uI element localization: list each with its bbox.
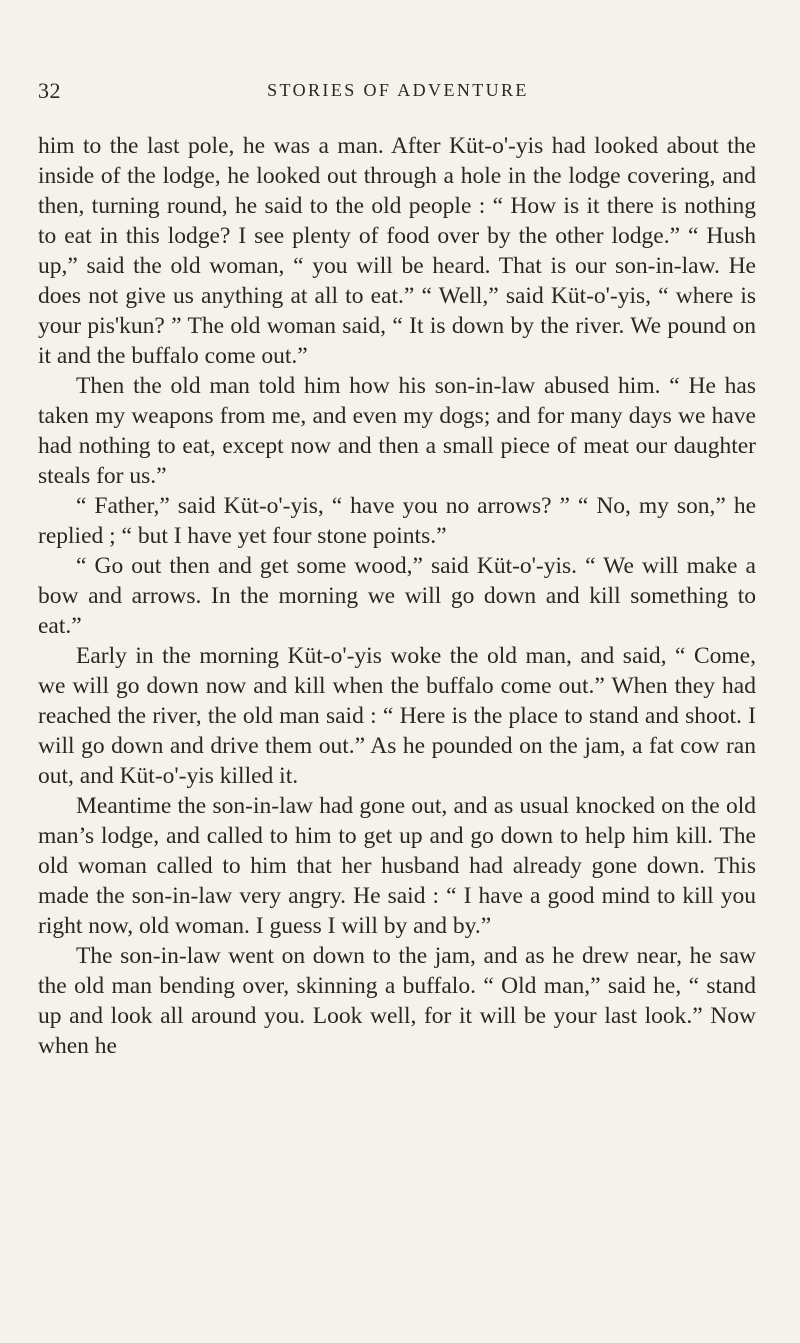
page-number: 32 (38, 78, 61, 103)
paragraph: him to the last pole, he was a man. After Küt-o'-yis had looked about the inside of the lodge, he looked out through a hole in the lodge covering, and then, turning round, he said to the old people : “ How is it there is nothing to eat in this lodge? I see plenty of food over by the other lodge.” “ Hush up,” said the old woman, “ you will be heard. That is our son-in-law. He does not give us anything at all to eat.” “ Well,” said Küt-o'-yis, “ where is your pis'kun? ” The old woman said, “ It is down by the river. We pound on it and the buffalo come out.” (38, 133, 756, 369)
page-header (38, 78, 758, 108)
paragraph: The son-in-law went on down to the jam, and as he drew near, he saw the old man bending over, skinning a buffalo. “ Old man,” said he, “ stand up and look all around you. Look well, for it will be your last look.” Now when he (38, 943, 756, 1059)
paragraph: Early in the morning Küt-o'-yis woke the old man, and said, “ Come, we will go down now and kill when the buffalo come out.” When they had reached the river, the old man said : “ Here is the place to stand and shoot. I will go down and drive them out.” As he pounded on the jam, a fat cow ran out, and Küt-o'-yis killed it. (38, 643, 756, 789)
paragraph: Then the old man told him how his son-in-law abused him. “ He has taken my weapons from me, and even my dogs; and for many days we have had nothing to eat, except now and then a small piece of meat our daughter steals for us.” (38, 373, 756, 489)
paragraph: Meantime the son-in-law had gone out, and as usual knocked on the old man’s lodge, and called to him to get up and go down to help him kill. The old woman called to him that her husband had already gone down. This made the son-in-law very angry. He said : “ I have a good mind to kill you right now, old woman. I guess I will by and by.” (38, 793, 756, 939)
paragraph: “ Go out then and get some wood,” said Küt-o'-yis. “ We will make a bow and arrows. In the morning we will go down and kill something to eat.” (38, 553, 756, 639)
running-head: STORIES OF ADVENTURE (267, 80, 529, 100)
paragraph: “ Father,” said Küt-o'-yis, “ have you no arrows? ” “ No, my son,” he replied ; “ but I have yet four stone points.” (38, 493, 756, 549)
body-text (38, 131, 756, 1061)
